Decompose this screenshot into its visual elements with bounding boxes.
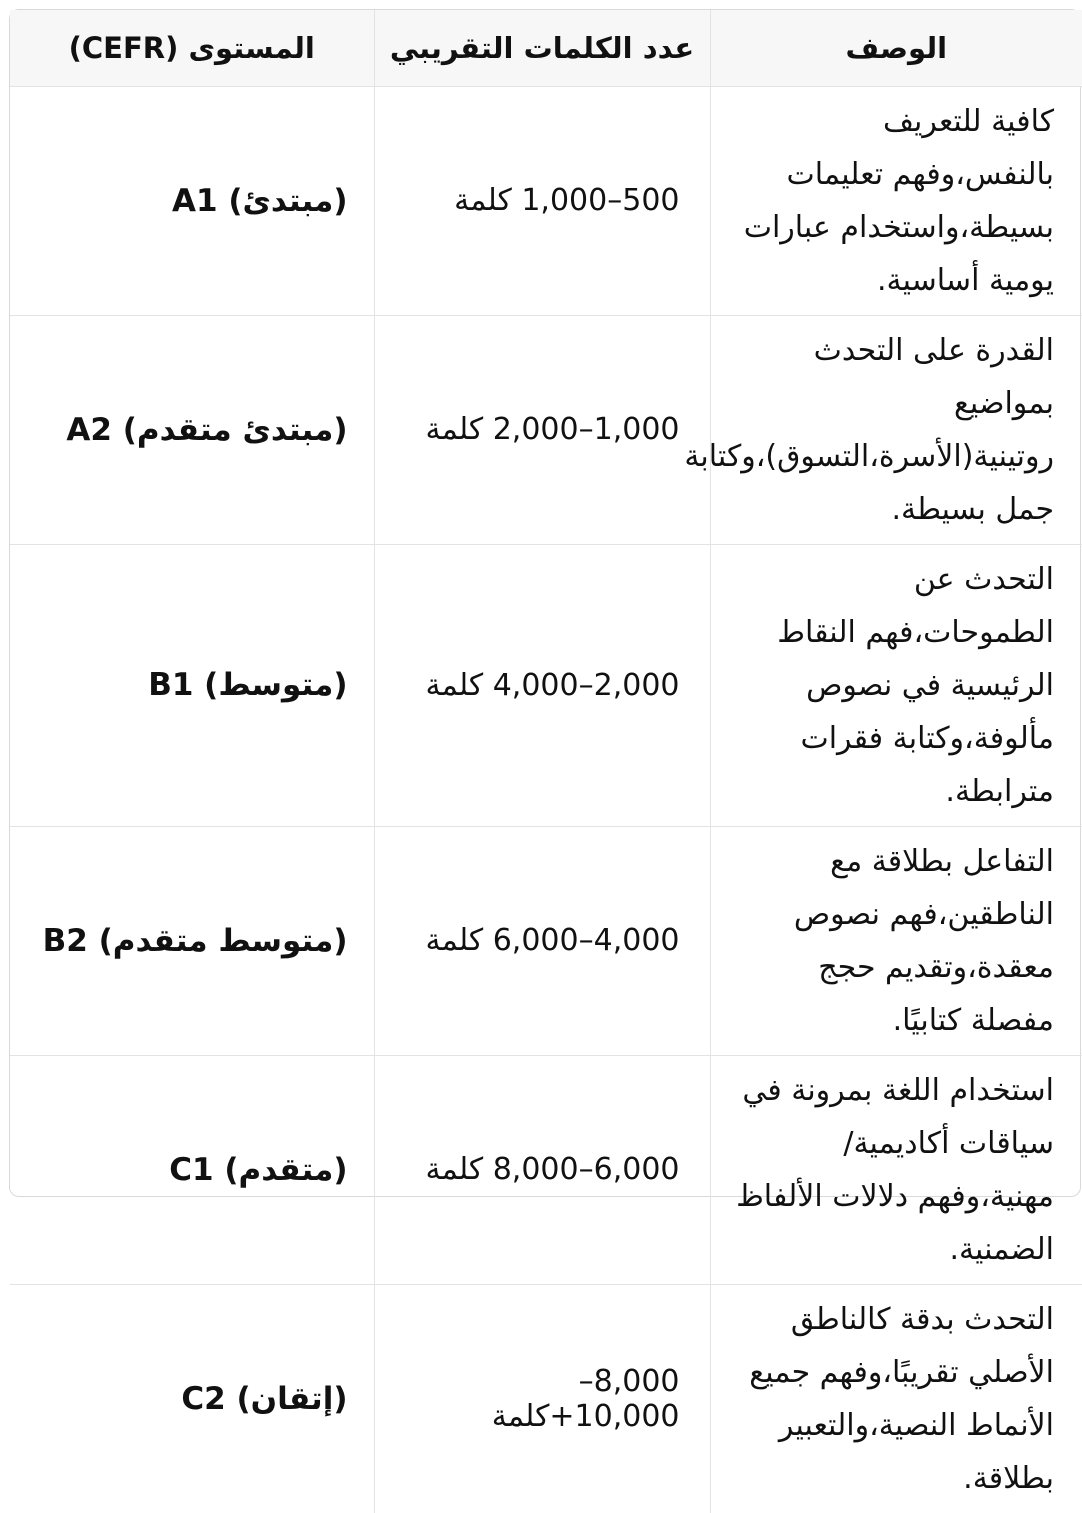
table-row	[10, 315, 1082, 544]
table-row	[10, 826, 1082, 1055]
row-word-count: 500–1,000 كلمة	[374, 86, 710, 315]
row-description: التحدث عن الطموحات،فهم النقاط الرئيسية في نصوص مألوفة،وكتابة فقرات مترابطة.	[710, 544, 1082, 826]
row-word-count: 4,000–6,000 كلمة	[374, 826, 710, 1055]
row-description: التحدث بدقة كالناطق الأصلي تقريبًا،وفهم جميع الأنماط النصية،والتعبير بطلاقة.	[710, 1284, 1082, 1513]
row-description: القدرة على التحدث بمواضيع روتينية(الأسرة،التسوق)،وكتابة جمل بسيطة.	[710, 315, 1082, 544]
row-word-count: 8,000–10,000+كلمة	[374, 1284, 710, 1513]
row-description: استخدام اللغة بمرونة في سياقات أكاديمية/مهنية،وفهم دلالات الألفاظ الضمنية.	[710, 1055, 1082, 1284]
row-word-count: 2,000–4,000 كلمة	[374, 544, 710, 826]
header-level: المستوى (CEFR)	[10, 10, 374, 86]
table-row	[10, 86, 1082, 315]
row-level: C1 (متقدم)	[10, 1055, 374, 1284]
row-description: التفاعل بطلاقة مع الناطقين،فهم نصوص معقدة،وتقديم حجج مفصلة كتابيًا.	[710, 826, 1082, 1055]
cefr-vocabulary-table	[10, 10, 1082, 1513]
row-level: C2 (إتقان)	[10, 1284, 374, 1513]
row-word-count: 6,000–8,000 كلمة	[374, 1055, 710, 1284]
row-level: A1 (مبتدئ)	[10, 86, 374, 315]
table-row	[10, 1055, 1082, 1284]
header-words: عدد الكلمات التقريبي	[374, 10, 710, 86]
cefr-table-container	[9, 9, 1081, 1496]
table-header-row	[10, 10, 1082, 86]
row-level: B1 (متوسط)	[10, 544, 374, 826]
row-description: كافية للتعريف بالنفس،وفهم تعليمات بسيطة،واستخدام عبارات يومية أساسية.	[710, 86, 1082, 315]
table-row	[10, 1284, 1082, 1513]
header-description: الوصف	[710, 10, 1082, 86]
row-level: B2 (متوسط متقدم)	[10, 826, 374, 1055]
row-level: A2 (مبتدئ متقدم)	[10, 315, 374, 544]
table-row	[10, 544, 1082, 826]
row-word-count: 1,000–2,000 كلمة	[374, 315, 710, 544]
